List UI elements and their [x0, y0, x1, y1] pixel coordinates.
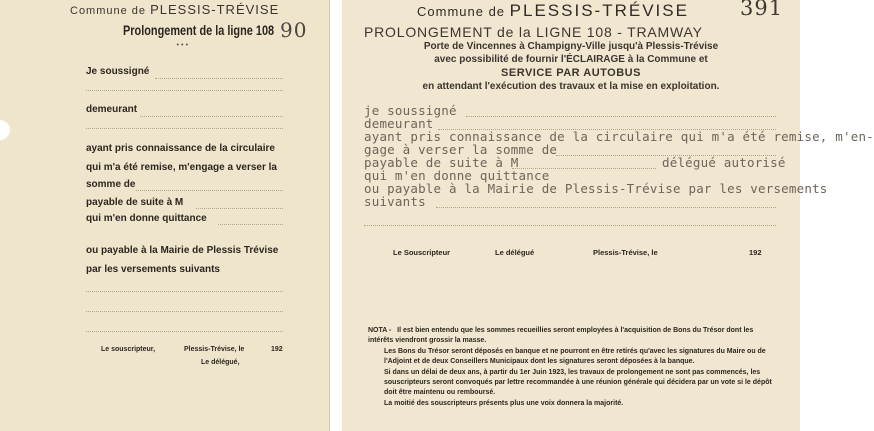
main-number: 391 [740, 0, 784, 20]
nota-paragraph-2: Les Bons du Trésor seront déposés en banque et ne pourront en être retirés qu'avec les signatures du Maire ou de l'Adjoint et de deux Conseillers Municipaux dont les signatures seront déposées à la banque. [384, 348, 766, 365]
typed-mairie: ou payable à la Mairie de Plessis-Trévise par les versements [364, 181, 828, 196]
stub-somme-label: somme de [86, 179, 136, 190]
stub-delegue-label: Le délégué, [201, 359, 240, 366]
main-souscripteur-label: Le Souscripteur [393, 248, 451, 257]
nota-label: NOTA - [368, 327, 392, 334]
typed-suivants: suivants [364, 194, 426, 209]
page-gap [330, 0, 342, 431]
typed-demeurant: demeurant [364, 116, 434, 131]
stub-je-soussigne-label: Je soussigné [86, 66, 150, 77]
main-autobus-line: SERVICE PAR AUTOBUS [501, 67, 641, 79]
subscription-form [342, 0, 874, 431]
main-name-line[interactable] [466, 116, 776, 117]
nota-section [368, 326, 778, 409]
main-delegue-label: Le délégué [495, 248, 535, 257]
main-versement-line-2[interactable] [364, 225, 776, 226]
main-versement-line-1[interactable] [436, 207, 776, 208]
main-annee-label: 192 [749, 248, 762, 257]
stub-name-line[interactable] [155, 78, 283, 79]
main-route-line: Porte de Vincennes à Champigny-Ville jusqu'à Plessis-Trévise [423, 41, 719, 52]
stub-address-line-2[interactable] [86, 128, 283, 129]
stub-annee-label: 192 [271, 346, 283, 353]
receipt-stub [0, 0, 330, 431]
stub-amount-line[interactable] [136, 190, 283, 191]
typed-quittance: qui m'en donne quittance [364, 168, 550, 183]
stub-ornament: ••• [176, 42, 190, 49]
stub-circulaire-line-1: ayant pris connaissance de la circulaire [86, 143, 275, 154]
stub-payee-line[interactable] [196, 208, 283, 209]
stub-circulaire-line-2: qui m'a été remise, m'engage a verser la [86, 162, 277, 173]
stub-title: Prolongement de la ligne 108 [123, 22, 275, 38]
stub-versement-line-2[interactable] [86, 311, 283, 312]
typed-somme: gage à verser la somme de [364, 142, 558, 157]
stub-quittance-line[interactable] [218, 224, 283, 225]
stub-mairie-label: ou payable à la Mairie de Plessis Trévise [86, 245, 279, 256]
stub-lieu-label: Plessis-Trévise, le [184, 346, 245, 353]
typed-je-soussigne: je soussigné [364, 103, 457, 118]
typed-payable: payable de suite à M [364, 155, 519, 170]
stub-versements-label: par les versements suivants [86, 264, 220, 275]
stub-address-line[interactable] [140, 116, 283, 117]
stub-demeurant-label: demeurant [86, 104, 138, 115]
stub-payable-label: payable de suite à M [86, 197, 184, 208]
nota-paragraph-3: Si dans un délai de deux ans, à partir du 1er Juin 1923, les travaux de prolongement ne sont pas commencés, les souscripteurs seront convoqués par lettre recommandée à une réunion générale qui décidera par un vote si le dépôt doit être maintenu ou remboursé. [384, 369, 772, 396]
main-lieu-label: Plessis-Trévise, le [593, 248, 658, 257]
stub-versement-line-1[interactable] [86, 291, 283, 292]
typed-delegue-autorise: délégué autorisé [662, 155, 786, 170]
stub-name-line-2[interactable] [86, 90, 283, 91]
main-attente-line: en attendant l'exécution des travaux et la mise en exploitation. [422, 81, 720, 92]
stub-quittance-label: qui m'en donne quittance [86, 213, 207, 224]
nota-paragraph-4: La moitié des souscripteurs présents plus une voix donnera la majorité. [384, 400, 624, 408]
stub-number: 90 [280, 18, 308, 42]
stub-commune-header: Commune de PLESSIS-TRÉVISE [70, 2, 280, 17]
typed-circulaire: ayant pris connaissance de la circulaire qui m'a été remise, m'en- [364, 129, 874, 144]
main-commune-header: Commune de PLESSIS-TRÉVISE [417, 1, 689, 20]
nota-paragraph-1: NOTA - Il est bien entendu que les sommes recueillies seront employées à l'acquisition de Bons du Trésor dont les intérêts viendront grossir la masse. [368, 327, 754, 344]
stub-versement-line-3[interactable] [86, 331, 283, 332]
stub-souscripteur-label: Le souscripteur, [101, 346, 156, 353]
main-prolongement-title: PROLONGEMENT de la LIGNE 108 - TRAMWAY [364, 24, 703, 40]
main-eclairage-line: avec possibilité de fournir l'ÉCLAIRAGE à la Commune et [434, 54, 708, 65]
